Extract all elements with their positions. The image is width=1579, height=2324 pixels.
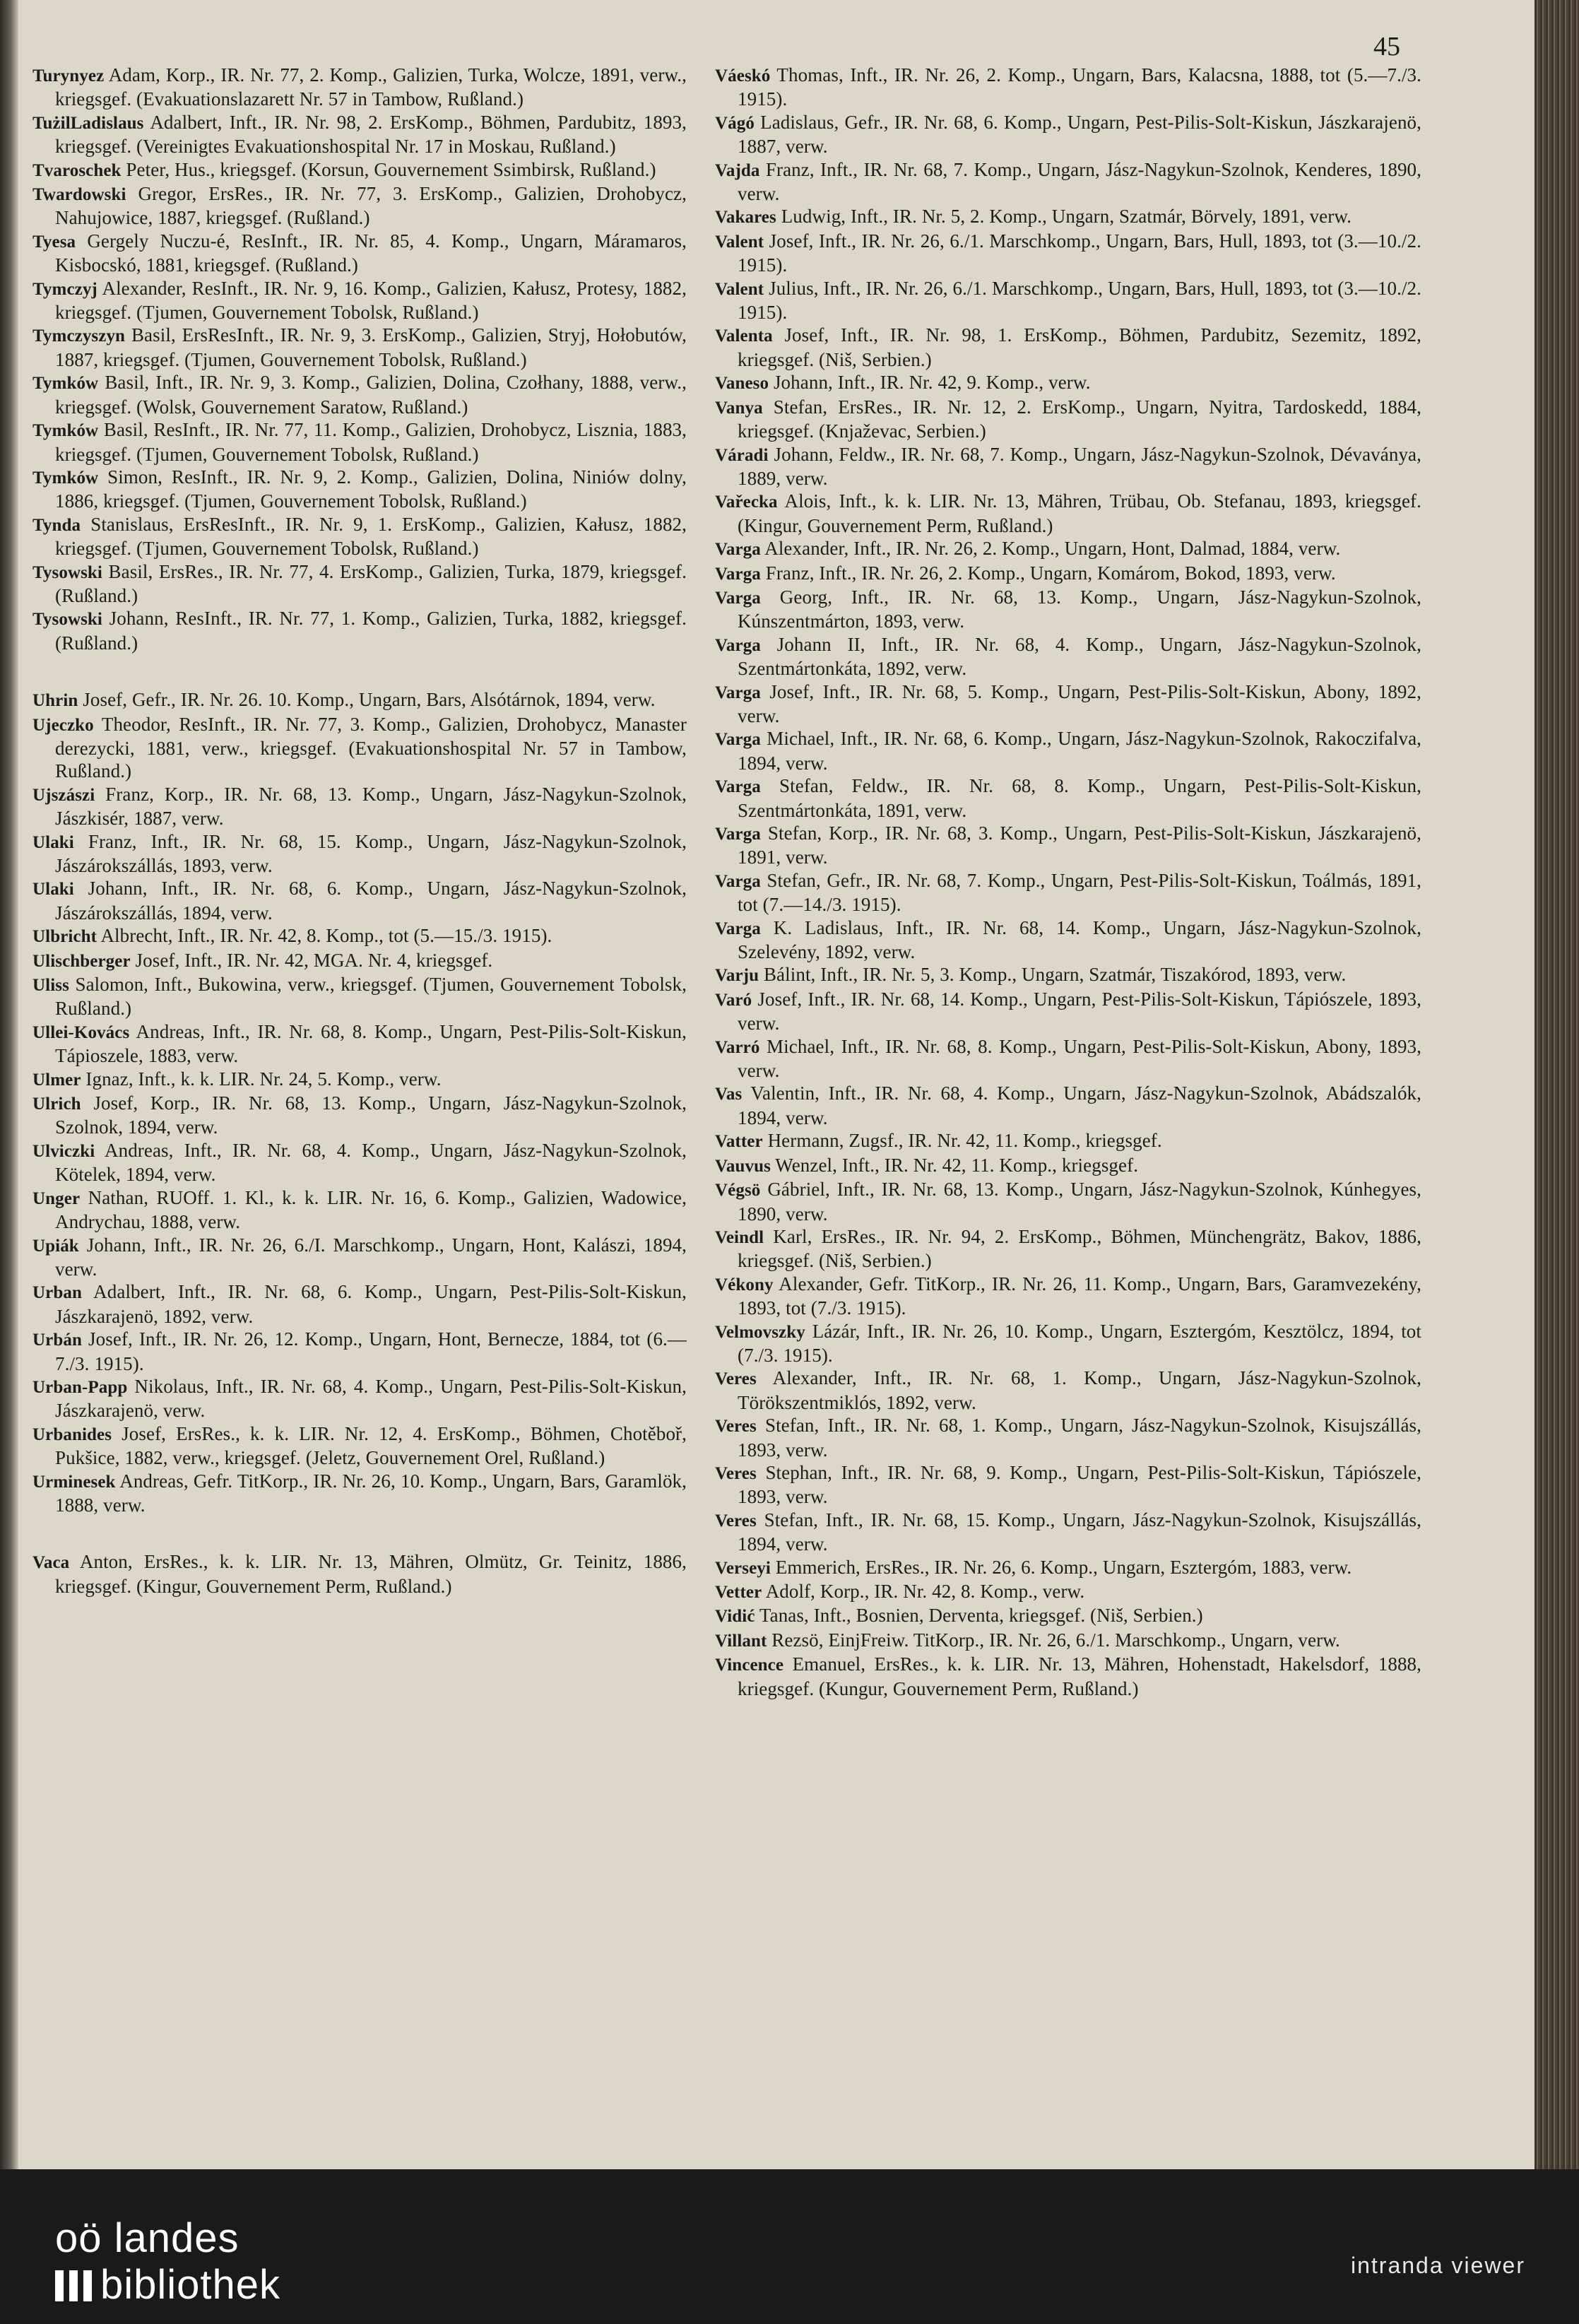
entry-details: Stefan, Inft., IR. Nr. 68, 15. Komp., Ungarn, Jász-Nagykun-Szolnok, Kisujszállás, 1894, verw.	[738, 1509, 1421, 1555]
casualty-entry	[715, 490, 1421, 537]
casualty-entry	[32, 182, 687, 230]
entry-details: Emmerich, ErsRes., IR. Nr. 26, 6. Komp., Ungarn, Esztergóm, 1883, verw.	[775, 1556, 1352, 1578]
entry-surname: Varga	[715, 540, 761, 560]
casualty-entry	[715, 586, 1421, 633]
casualty-entry	[715, 158, 1421, 206]
casualty-entry	[32, 949, 687, 973]
entry-surname: Valenta	[715, 326, 773, 346]
casualty-entry	[32, 111, 687, 158]
viewer-footer	[0, 2169, 1579, 2324]
page-number: 45	[1373, 32, 1400, 61]
entry-surname: Ulaki	[32, 832, 74, 852]
entry-details: Theodor, ResInft., IR. Nr. 77, 3. Komp., Galizien, Drohobycz, Manaster derezycki, 1881, verw., kriegsgef. (Evakuationshospital Nr. 57 in Tambow, Rußland.)	[55, 713, 687, 782]
casualty-entry	[32, 324, 687, 371]
entry-details: Rezsö, EinjFreiw. TitKorp., IR. Nr. 26, 6./1. Marschkomp., Ungarn, verw.	[771, 1629, 1340, 1651]
entry-details: Hermann, Zugsf., IR. Nr. 42, 11. Komp., kriegsgef.	[767, 1130, 1162, 1152]
entry-surname: Vatter	[715, 1132, 763, 1152]
entry-surname: Veres	[715, 1511, 757, 1530]
entry-details: Johann, Inft., IR. Nr. 26, 6./I. Marschkomp., Ungarn, Hont, Kalászi, 1894, verw.	[55, 1234, 687, 1280]
casualty-entry	[715, 1035, 1421, 1083]
entry-surname: Vincence	[715, 1656, 784, 1675]
entry-details: Stefan, Gefr., IR. Nr. 68, 7. Komp., Ungarn, Pest-Pilis-Solt-Kiskun, Toálmás, 1891, tot (7.—14./3. 1915).	[738, 869, 1421, 916]
book-page-edges	[1534, 0, 1579, 2169]
entry-surname: Vaneso	[715, 374, 769, 394]
entry-surname: Tymczyszyn	[32, 326, 126, 346]
casualty-entry	[32, 688, 687, 712]
casualty-entry	[32, 466, 687, 513]
entry-details: Stephan, Inft., IR. Nr. 68, 9. Komp., Ungarn, Pest-Pilis-Solt-Kiskun, Tápiószele, 1893, verw.	[738, 1461, 1421, 1508]
casualty-entry	[32, 1280, 687, 1328]
entry-details: Josef, Inft., IR. Nr. 26, 12. Komp., Ungarn, Hont, Bernecze, 1884, tot (6.—7./3. 1915).	[55, 1328, 687, 1374]
casualty-entry	[32, 783, 687, 830]
casualty-entry	[32, 158, 687, 182]
entry-details: Michael, Inft., IR. Nr. 68, 8. Komp., Ungarn, Pest-Pilis-Solt-Kiskun, Abony, 1893, verw.	[738, 1035, 1421, 1082]
viewer-brand-label: intranda viewer	[1351, 2253, 1525, 2278]
casualty-entry	[32, 277, 687, 324]
book-gutter	[0, 0, 18, 2169]
casualty-entry	[715, 1129, 1421, 1153]
entry-surname: Varga	[715, 730, 761, 750]
casualty-entry	[32, 1375, 687, 1422]
casualty-entry	[715, 869, 1421, 916]
left-column	[32, 64, 687, 2155]
entry-surname: Vetter	[715, 1583, 762, 1602]
entry-details: Franz, Inft., IR. Nr. 26, 2. Komp., Ungarn, Komárom, Bokod, 1893, verw.	[765, 562, 1336, 584]
casualty-entry	[32, 1328, 687, 1375]
casualty-entry	[32, 924, 687, 948]
entry-details: Andreas, Inft., IR. Nr. 68, 8. Komp., Ungarn, Pest-Pilis-Solt-Kiskun, Tápioszele, 1883, verw.	[55, 1020, 687, 1067]
entry-details: Stanislaus, ErsResInft., IR. Nr. 9, 1. ErsKomp., Galizien, Kałusz, 1882, kriegsgef. (Tjumen, Gouvernement Tobolsk, Rußland.)	[55, 513, 687, 560]
casualty-entry	[715, 1509, 1421, 1556]
library-logo-icon	[55, 2270, 92, 2301]
entry-surname: Ujeczko	[32, 715, 94, 735]
entry-details: Ladislaus, Gefr., IR. Nr. 68, 6. Komp., Ungarn, Pest-Pilis-Solt-Kiskun, Jászkarajenö, 1887, verw.	[738, 111, 1421, 158]
entry-details: Alois, Inft., k. k. LIR. Nr. 13, Mähren, Trübau, Ob. Stefanau, 1893, kriegsgef. (Kingur, Gouvernement Perm, Rußland.)	[738, 490, 1421, 536]
entry-details: Tanas, Inft., Bosnien, Derventa, kriegsgef. (Niš, Serbien.)	[759, 1605, 1203, 1627]
casualty-entry	[715, 1629, 1421, 1653]
entry-surname: Vágó	[715, 113, 755, 133]
entry-details: Johann, Feldw., IR. Nr. 68, 7. Komp., Ungarn, Jász-Nagykun-Szolnok, Dévaványa, 1889, verw.	[738, 443, 1421, 489]
entry-surname: Urban	[32, 1283, 82, 1303]
casualty-entry	[715, 562, 1421, 586]
section-gap	[32, 1516, 687, 1550]
casualty-entry	[715, 680, 1421, 728]
entry-details: Nikolaus, Inft., IR. Nr. 68, 4. Komp., Ungarn, Pest-Pilis-Solt-Kiskun, Jászkarajenö, verw.	[55, 1375, 687, 1422]
casualty-entry	[715, 916, 1421, 964]
entry-surname: Valent	[715, 232, 764, 252]
entry-surname: Tysowski	[32, 610, 102, 630]
entry-details: Michael, Inft., IR. Nr. 68, 6. Komp., Ungarn, Jász-Nagykun-Szolnok, Rakoczifalva, 1894, verw.	[738, 728, 1421, 774]
entry-surname: Villant	[715, 1631, 767, 1651]
casualty-entry	[715, 822, 1421, 869]
casualty-entry	[715, 443, 1421, 490]
casualty-entry	[715, 1320, 1421, 1367]
casualty-entry	[32, 1550, 687, 1598]
entry-surname: Varju	[715, 966, 759, 986]
entry-surname: Ulmer	[32, 1070, 81, 1090]
entry-surname: Tyesa	[32, 232, 76, 252]
casualty-entry	[715, 1367, 1421, 1414]
casualty-entry	[32, 830, 687, 878]
casualty-entry	[32, 877, 687, 924]
casualty-entry	[715, 1178, 1421, 1225]
entry-surname: Varga	[715, 564, 761, 584]
entry-surname: Urbanides	[32, 1425, 112, 1444]
entry-details: Johann II, Inft., IR. Nr. 68, 4. Komp., Ungarn, Jász-Nagykun-Szolnok, Szentmártonkáta, 1892, verw.	[738, 633, 1421, 680]
entry-details: Stefan, Inft., IR. Nr. 68, 1. Komp., Ungarn, Jász-Nagykun-Szolnok, Kisujszállás, 1893, verw.	[738, 1415, 1421, 1461]
casualty-entry	[715, 1082, 1421, 1129]
entry-surname: Ujszászi	[32, 785, 95, 805]
entry-details: Andreas, Inft., IR. Nr. 68, 4. Komp., Ungarn, Jász-Nagykun-Szolnok, Kötelek, 1894, verw.	[55, 1139, 687, 1186]
entry-surname: Unger	[32, 1188, 81, 1208]
entry-details: Emanuel, ErsRes., k. k. LIR. Nr. 13, Mähren, Hohenstadt, Hakelsdorf, 1888, kriegsgef. (Kungur, Gouvernement Perm, Rußland.)	[738, 1653, 1421, 1699]
entry-details: Lázár, Inft., IR. Nr. 26, 10. Komp., Ungarn, Esztergóm, Kesztölcz, 1894, tot (7./3. 1915).	[738, 1320, 1421, 1366]
entry-surname: Uhrin	[32, 691, 78, 711]
casualty-entry	[32, 1186, 687, 1234]
entry-details: Franz, Korp., IR. Nr. 68, 13. Komp., Ungarn, Jász-Nagykun-Szolnok, Jászkisér, 1887, verw.	[55, 783, 687, 830]
casualty-entry	[715, 1414, 1421, 1461]
entry-details: Julius, Inft., IR. Nr. 26, 6./1. Marschkomp., Ungarn, Bars, Hull, 1893, tot (3.—10./2. 1915).	[738, 277, 1421, 324]
entry-details: Stefan, ErsRes., IR. Nr. 12, 2. ErsKomp., Ungarn, Nyitra, Tardoskedd, 1884, kriegsgef. (Knjaževac, Serbien.)	[738, 396, 1421, 442]
entry-surname: Urminesek	[32, 1472, 116, 1492]
entry-details: Adalbert, Inft., IR. Nr. 68, 6. Komp., Ungarn, Pest-Pilis-Solt-Kiskun, Jászkarajenö, 1892, verw.	[55, 1281, 687, 1327]
casualty-entry	[715, 1580, 1421, 1604]
entry-details: Bálint, Inft., IR. Nr. 5, 3. Komp., Ungarn, Szatmár, Tiszakórod, 1893, verw.	[763, 964, 1347, 986]
entry-details: Thomas, Inft., IR. Nr. 26, 2. Komp., Ungarn, Bars, Kalacsna, 1888, tot (5.—7./3. 1915).	[738, 64, 1421, 110]
casualty-entry	[715, 1653, 1421, 1700]
entry-surname: Veres	[715, 1369, 757, 1389]
entry-surname: Varró	[715, 1037, 760, 1057]
right-column	[715, 64, 1421, 2155]
entry-surname: Turynyez	[32, 66, 105, 85]
entry-surname: Ulaki	[32, 880, 74, 899]
entry-details: Josef, ErsRes., k. k. LIR. Nr. 12, 4. ErsKomp., Böhmen, Chotěboř, Pukšice, 1882, verw., kriegsgef. (Jeletz, Gouvernement Orel, Rußland.)	[55, 1422, 687, 1469]
entry-details: Alexander, Gefr. TitKorp., IR. Nr. 26, 11. Komp., Ungarn, Bars, Garamvezekény, 1893, tot (7./3. 1915).	[738, 1273, 1421, 1319]
casualty-entry	[32, 973, 687, 1020]
entry-details: Alexander, Inft., IR. Nr. 68, 1. Komp., Ungarn, Jász-Nagykun-Szolnok, Törökszentmiklós, 1892, verw.	[738, 1367, 1421, 1413]
entry-surname: Tysowski	[32, 562, 102, 582]
entry-details: Franz, Inft., IR. Nr. 68, 15. Komp., Ungarn, Jász-Nagykun-Szolnok, Jászárokszállás, 1893, verw.	[55, 830, 687, 876]
entry-surname: Vajda	[715, 160, 760, 180]
entry-surname: Upiák	[32, 1236, 79, 1256]
entry-surname: Vařecka	[715, 492, 778, 512]
casualty-entry	[32, 560, 687, 608]
casualty-entry	[715, 371, 1421, 395]
casualty-entry	[32, 371, 687, 418]
entry-details: Johann, Inft., IR. Nr. 42, 9. Komp., verw.	[773, 372, 1091, 394]
entry-details: Basil, ErsResInft., IR. Nr. 9, 3. ErsKomp., Galizien, Stryj, Hołobutów, 1887, kriegsgef. (Tjumen, Gouvernement Tobolsk, Rußland.)	[55, 324, 687, 370]
entry-details: Wenzel, Inft., IR. Nr. 42, 11. Komp., kriegsgef.	[775, 1154, 1139, 1176]
casualty-entry	[32, 1020, 687, 1068]
entry-surname: Vékony	[715, 1275, 774, 1294]
library-logo-line1[interactable]: oö landes	[55, 2215, 239, 2261]
entry-details: Basil, ErsRes., IR. Nr. 77, 4. ErsKomp., Galizien, Turka, 1879, kriegsgef. (Rußland.)	[55, 560, 687, 606]
entry-surname: Tymków	[32, 374, 99, 394]
entry-details: Anton, ErsRes., k. k. LIR. Nr. 13, Mähren, Olmütz, Gr. Teinitz, 1886, kriegsgef. (Kingur, Gouvernement Perm, Rußland.)	[55, 1551, 687, 1597]
casualty-entry	[32, 713, 687, 783]
casualty-entry	[32, 607, 687, 654]
entry-details: Josef, Inft., IR. Nr. 42, MGA. Nr. 4, kriegsgef.	[135, 949, 493, 971]
entry-surname: Vidić	[715, 1607, 755, 1627]
entry-surname: Ulrich	[32, 1095, 81, 1114]
entry-surname: Twardowski	[32, 185, 126, 205]
entry-surname: Urban-Papp	[32, 1377, 128, 1397]
casualty-entry	[32, 1470, 687, 1517]
entry-surname: Veres	[715, 1417, 757, 1437]
entry-details: Josef, Korp., IR. Nr. 68, 13. Komp., Ungarn, Jász-Nagykun-Szolnok, Szolnok, 1894, verw.	[55, 1092, 687, 1138]
entry-details: Ignaz, Inft., k. k. LIR. Nr. 24, 5. Komp., verw.	[85, 1068, 442, 1090]
entry-details: Karl, ErsRes., IR. Nr. 94, 2. ErsKomp., Böhmen, Münchengrätz, Bakov, 1886, kriegsgef. (Niš, Serbien.)	[738, 1225, 1421, 1272]
entry-details: Johann, ResInft., IR. Nr. 77, 1. Komp., Galizien, Turka, 1882, kriegsgef. (Rußland.)	[55, 608, 687, 654]
entry-details: Adolf, Korp., IR. Nr. 42, 8. Komp., verw.	[765, 1581, 1085, 1602]
entry-details: Georg, Inft., IR. Nr. 68, 13. Komp., Ungarn, Jász-Nagykun-Szolnok, Kúnszentmárton, 1893, verw.	[738, 586, 1421, 632]
entry-surname: Varga	[715, 635, 761, 655]
entry-details: Ludwig, Inft., IR. Nr. 5, 2. Komp., Ungarn, Szatmár, Börvely, 1891, verw.	[781, 206, 1352, 228]
casualty-entry	[715, 1225, 1421, 1273]
entry-surname: Valent	[715, 279, 764, 299]
casualty-entry	[715, 988, 1421, 1035]
entry-details: K. Ladislaus, Inft., IR. Nr. 68, 14. Komp., Ungarn, Jász-Nagykun-Szolnok, Szelevény, 1892, verw.	[738, 916, 1421, 963]
entry-details: Adam, Korp., IR. Nr. 77, 2. Komp., Galizien, Turka, Wolcze, 1891, verw., kriegsgef. (Evakuationslazarett Nr. 57 in Tambow, Rußland.)	[55, 64, 687, 110]
entry-surname: Varga	[715, 588, 761, 608]
section-gap	[32, 654, 687, 688]
entry-details: Simon, ResInft., IR. Nr. 9, 2. Komp., Galizien, Dolina, Niniów dolny, 1886, kriegsgef. (Tjumen, Gouvernement Tobolsk, Rußland.)	[55, 466, 687, 512]
casualty-entry	[715, 205, 1421, 229]
entry-details: Gábriel, Inft., IR. Nr. 68, 13. Komp., Ungarn, Jász-Nagykun-Szolnok, Kúnhegyes, 1890, verw.	[738, 1179, 1421, 1225]
casualty-entry	[32, 418, 687, 466]
entry-surname: Végsö	[715, 1181, 761, 1201]
entry-details: Valentin, Inft., IR. Nr. 68, 4. Komp., Ungarn, Jász-Nagykun-Szolnok, Abádszalók, 1894, verw.	[738, 1083, 1421, 1128]
entry-surname: Veindl	[715, 1227, 764, 1247]
entry-surname: Ulviczki	[32, 1141, 95, 1161]
entry-surname: TużilLadislaus	[32, 113, 144, 133]
entry-surname: Tymków	[32, 468, 99, 488]
entry-details: Peter, Hus., kriegsgef. (Korsun, Gouvernement Ssimbirsk, Rußland.)	[126, 158, 656, 180]
casualty-entry	[32, 230, 687, 277]
entry-details: Stefan, Korp., IR. Nr. 68, 3. Komp., Ungarn, Pest-Pilis-Solt-Kiskun, Jászkarajenö, 1891, verw.	[738, 822, 1421, 868]
entry-surname: Vakares	[715, 208, 776, 228]
entry-surname: Vaca	[32, 1553, 70, 1573]
entry-surname: Tynda	[32, 515, 81, 535]
entry-surname: Verseyi	[715, 1558, 771, 1578]
casualty-entry	[715, 324, 1421, 371]
casualty-entry	[715, 230, 1421, 277]
entry-surname: Varga	[715, 777, 761, 797]
entry-details: Adalbert, Inft., IR. Nr. 98, 2. ErsKomp., Böhmen, Pardubitz, 1893, kriegsgef. (Vereinigtes Evakuationshospital Nr. 17 in Moskau, Rußland.)	[55, 111, 687, 158]
entry-surname: Varga	[715, 871, 761, 891]
casualty-entry	[32, 1234, 687, 1281]
entry-surname: Ulbricht	[32, 927, 97, 947]
casualty-entry	[715, 64, 1421, 111]
casualty-entry	[32, 1422, 687, 1470]
casualty-entry	[32, 513, 687, 560]
entry-surname: Vas	[715, 1085, 743, 1104]
casualty-entry	[715, 277, 1421, 324]
entry-surname: Veres	[715, 1463, 757, 1483]
entry-details: Alexander, ResInft., IR. Nr. 9, 16. Komp., Galizien, Kałusz, Protesy, 1882, kriegsgef. (Tjumen, Gouvernement Tobolsk, Rußland.)	[55, 277, 687, 324]
entry-surname: Tvaroschek	[32, 160, 122, 180]
entry-surname: Vauvus	[715, 1156, 771, 1176]
entry-surname: Varó	[715, 990, 752, 1010]
entry-surname: Vanya	[715, 398, 763, 418]
library-logo-text: bibliothek	[100, 2262, 281, 2308]
entry-details: Johann, Inft., IR. Nr. 68, 6. Komp., Ungarn, Jász-Nagykun-Szolnok, Jászárokszállás, 1894, verw.	[55, 878, 687, 924]
casualty-entry	[715, 1154, 1421, 1178]
entry-details: Josef, Gefr., IR. Nr. 26. 10. Komp., Ungarn, Bars, Alsótárnok, 1894, verw.	[83, 689, 656, 711]
casualty-entry	[715, 633, 1421, 680]
library-logo-line2[interactable]	[55, 2261, 280, 2308]
entry-surname: Váradi	[715, 445, 769, 465]
entry-details: Alexander, Inft., IR. Nr. 26, 2. Komp., Ungarn, Hont, Dalmad, 1884, verw.	[764, 538, 1341, 560]
entry-surname: Váeskó	[715, 66, 771, 85]
casualty-entry	[715, 963, 1421, 987]
casualty-entry	[715, 396, 1421, 443]
entry-details: Franz, Inft., IR. Nr. 68, 7. Komp., Ungarn, Jász-Nagykun-Szolnok, Kenderes, 1890, verw.	[738, 158, 1421, 205]
entry-details: Josef, Inft., IR. Nr. 68, 14. Komp., Ungarn, Pest-Pilis-Solt-Kiskun, Tápiószele, 1893, verw.	[738, 988, 1421, 1034]
entry-surname: Uliss	[32, 976, 69, 996]
entry-details: Gregor, ErsRes., IR. Nr. 77, 3. ErsKomp., Galizien, Drohobycz, Nahujowice, 1887, kriegsgef. (Rußland.)	[55, 183, 687, 229]
entry-surname: Velmovszky	[715, 1322, 805, 1342]
entry-surname: Tymczyj	[32, 279, 97, 299]
entry-details: Nathan, RUOff. 1. Kl., k. k. LIR. Nr. 16, 6. Komp., Galizien, Wadowice, Andrychau, 1888, verw.	[55, 1186, 687, 1233]
casualty-entry	[715, 1556, 1421, 1580]
casualty-entry	[32, 64, 687, 111]
entry-details: Salomon, Inft., Bukowina, verw., kriegsgef. (Tjumen, Gouvernement Tobolsk, Rußland.)	[55, 974, 687, 1020]
entry-details: Gergely Nuczu-é, ResInft., IR. Nr. 85, 4. Komp., Ungarn, Máramaros, Kisbocskó, 1881, kriegsgef. (Rußland.)	[55, 230, 687, 276]
entry-surname: Tymków	[32, 421, 99, 441]
casualty-entry	[32, 1068, 687, 1092]
entry-surname: Urbán	[32, 1331, 82, 1350]
casualty-entry	[715, 1273, 1421, 1320]
entry-details: Basil, ResInft., IR. Nr. 77, 11. Komp., Galizien, Drohobycz, Lisznia, 1883, kriegsgef. (Tjumen, Gouvernement Tobolsk, Rußland.)	[55, 419, 687, 465]
entry-details: Josef, Inft., IR. Nr. 68, 5. Komp., Ungarn, Pest-Pilis-Solt-Kiskun, Abony, 1892, verw.	[738, 680, 1421, 726]
casualty-entry	[715, 111, 1421, 158]
casualty-entry	[715, 1604, 1421, 1628]
casualty-entry	[715, 774, 1421, 822]
entry-surname: Varga	[715, 825, 761, 844]
entry-details: Josef, Inft., IR. Nr. 98, 1. ErsKomp., Böhmen, Pardubitz, Sezemitz, 1892, kriegsgef. (Niš, Serbien.)	[738, 324, 1421, 370]
casualty-entry	[715, 727, 1421, 774]
entry-details: Josef, Inft., IR. Nr. 26, 6./1. Marschkomp., Ungarn, Bars, Hull, 1893, tot (3.—10./2. 1915).	[738, 230, 1421, 276]
entry-surname: Ulischberger	[32, 951, 131, 971]
casualty-entry	[32, 1139, 687, 1186]
casualty-entry	[32, 1092, 687, 1139]
casualty-entry	[715, 537, 1421, 561]
entry-details: Basil, Inft., IR. Nr. 9, 3. Komp., Galizien, Dolina, Czołhany, 1888, verw., kriegsgef. (Wolsk, Gouvernement Saratow, Rußland.)	[55, 372, 687, 418]
entry-details: Stefan, Feldw., IR. Nr. 68, 8. Komp., Ungarn, Pest-Pilis-Solt-Kiskun, Szentmártonkáta, 1891, verw.	[738, 775, 1421, 821]
entry-surname: Ullei-Kovács	[32, 1022, 130, 1042]
casualty-entry	[715, 1461, 1421, 1509]
entry-details: Albrecht, Inft., IR. Nr. 42, 8. Komp., tot (5.—15./3. 1915).	[100, 925, 552, 947]
entry-details: Andreas, Gefr. TitKorp., IR. Nr. 26, 10. Komp., Ungarn, Bars, Garamlök, 1888, verw.	[55, 1470, 687, 1516]
entry-surname: Varga	[715, 683, 761, 702]
entry-surname: Varga	[715, 919, 761, 938]
